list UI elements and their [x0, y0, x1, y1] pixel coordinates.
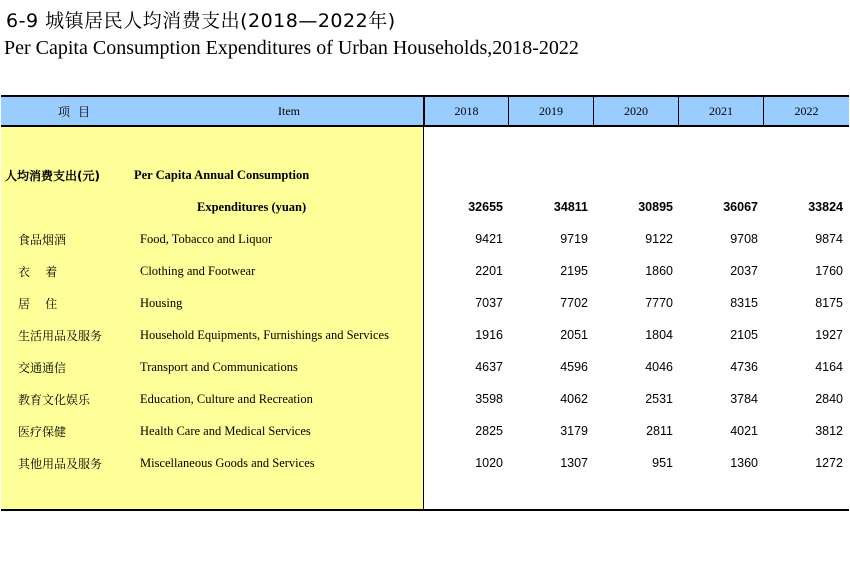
total-label-en-line1: Per Capita Annual Consumption [134, 167, 310, 182]
value-cell: 1020 [475, 456, 503, 470]
page-title-chinese: 6-9 城镇居民人均消费支出(2018—2022年) [6, 10, 396, 32]
row-label-zh: 医疗保健 [18, 424, 67, 439]
value-cell: 3784 [730, 392, 758, 406]
row-label-zh: 衣 着 [18, 264, 58, 279]
value-cell: 34811 [553, 200, 588, 214]
value-cell: 2811 [646, 424, 673, 438]
value-cell: 1804 [645, 328, 673, 342]
table-row [424, 357, 849, 377]
row-label-zh: 交通通信 [18, 360, 67, 375]
total-label-zh: 人均消费支出(元) [5, 168, 100, 183]
value-cell: 7702 [560, 296, 588, 310]
value-cell: 3179 [560, 424, 588, 438]
row-label-en: Food, Tobacco and Liquor [140, 231, 273, 246]
item-label-panel [1, 127, 424, 509]
value-cell: 2051 [560, 328, 588, 342]
row-label-zh: 其他用品及服务 [18, 456, 103, 471]
value-cell: 2195 [560, 264, 588, 278]
value-cell: 2531 [645, 392, 673, 406]
value-cell: 33824 [808, 200, 843, 214]
value-cell: 9708 [730, 232, 758, 246]
value-cell: 4596 [560, 360, 588, 374]
row-label-zh: 居 住 [18, 296, 58, 311]
value-cell: 1860 [645, 264, 673, 278]
header-year-2021: 2021 [679, 97, 764, 125]
table-row [424, 293, 849, 313]
table-row [424, 261, 849, 281]
value-cell: 8175 [815, 296, 843, 310]
row-label-en: Miscellaneous Goods and Services [140, 455, 315, 470]
value-cell: 2825 [475, 424, 503, 438]
value-cell: 30895 [638, 200, 673, 214]
value-cell: 3598 [475, 392, 503, 406]
value-cell: 2840 [815, 392, 843, 406]
header-year-2018: 2018 [424, 97, 509, 125]
value-cell: 1927 [815, 328, 843, 342]
row-label-zh: 生活用品及服务 [18, 328, 103, 343]
row-label-en: Clothing and Footwear [140, 263, 256, 278]
total-label-en-line2: Expenditures (yuan) [197, 199, 307, 214]
value-cell: 1760 [815, 264, 843, 278]
value-cell: 4021 [730, 424, 758, 438]
value-cell: 9719 [560, 232, 588, 246]
value-cell: 9874 [815, 232, 843, 246]
value-cell: 2105 [730, 328, 758, 342]
page-title-english: Per Capita Consumption Expenditures of Urban Households,2018-2022 [4, 37, 579, 59]
header-year-2022: 2022 [794, 103, 819, 118]
value-cell: 8315 [730, 296, 758, 310]
value-cell: 2201 [475, 264, 503, 278]
value-cell: 4164 [815, 360, 843, 374]
value-cell: 7037 [475, 296, 503, 310]
row-label-zh: 教育文化娱乐 [18, 392, 91, 407]
expenditure-table [1, 95, 849, 511]
value-cell: 4062 [560, 392, 588, 406]
value-cell: 1916 [475, 328, 503, 342]
table-row [424, 421, 849, 441]
row-label-zh: 食品烟酒 [18, 232, 67, 247]
value-cell: 32655 [468, 200, 503, 214]
value-cell: 951 [652, 456, 673, 470]
row-label-en: Education, Culture and Recreation [140, 391, 313, 406]
row-label-en: Household Equipments, Furnishings and Services [140, 327, 389, 342]
table-row [424, 389, 849, 409]
header-year-2019: 2019 [509, 97, 594, 125]
value-cell: 3812 [815, 424, 843, 438]
table-row [424, 229, 849, 249]
value-cell: 9122 [645, 232, 673, 246]
header-year-2020: 2020 [594, 97, 679, 125]
value-cell: 4637 [475, 360, 503, 374]
value-cell: 2037 [730, 264, 758, 278]
row-label-en: Housing [140, 295, 183, 310]
value-cell: 1360 [730, 456, 758, 470]
value-cell: 7770 [645, 296, 673, 310]
table-row-total-values [424, 197, 849, 217]
value-cell: 9421 [475, 232, 503, 246]
value-cell: 1272 [815, 456, 843, 470]
header-item-zh: 项目 [57, 104, 98, 119]
row-label-en: Transport and Communications [140, 359, 298, 374]
row-label-en: Health Care and Medical Services [140, 423, 311, 438]
table-row [424, 325, 849, 345]
value-cell: 4046 [645, 360, 673, 374]
table-body [1, 127, 849, 511]
value-cell: 4736 [730, 360, 758, 374]
values-panel [424, 127, 849, 509]
header-item-en: Item [155, 97, 424, 125]
table-header-row [1, 97, 849, 127]
value-cell: 1307 [560, 456, 588, 470]
value-cell: 36067 [723, 200, 758, 214]
table-row [424, 453, 849, 473]
